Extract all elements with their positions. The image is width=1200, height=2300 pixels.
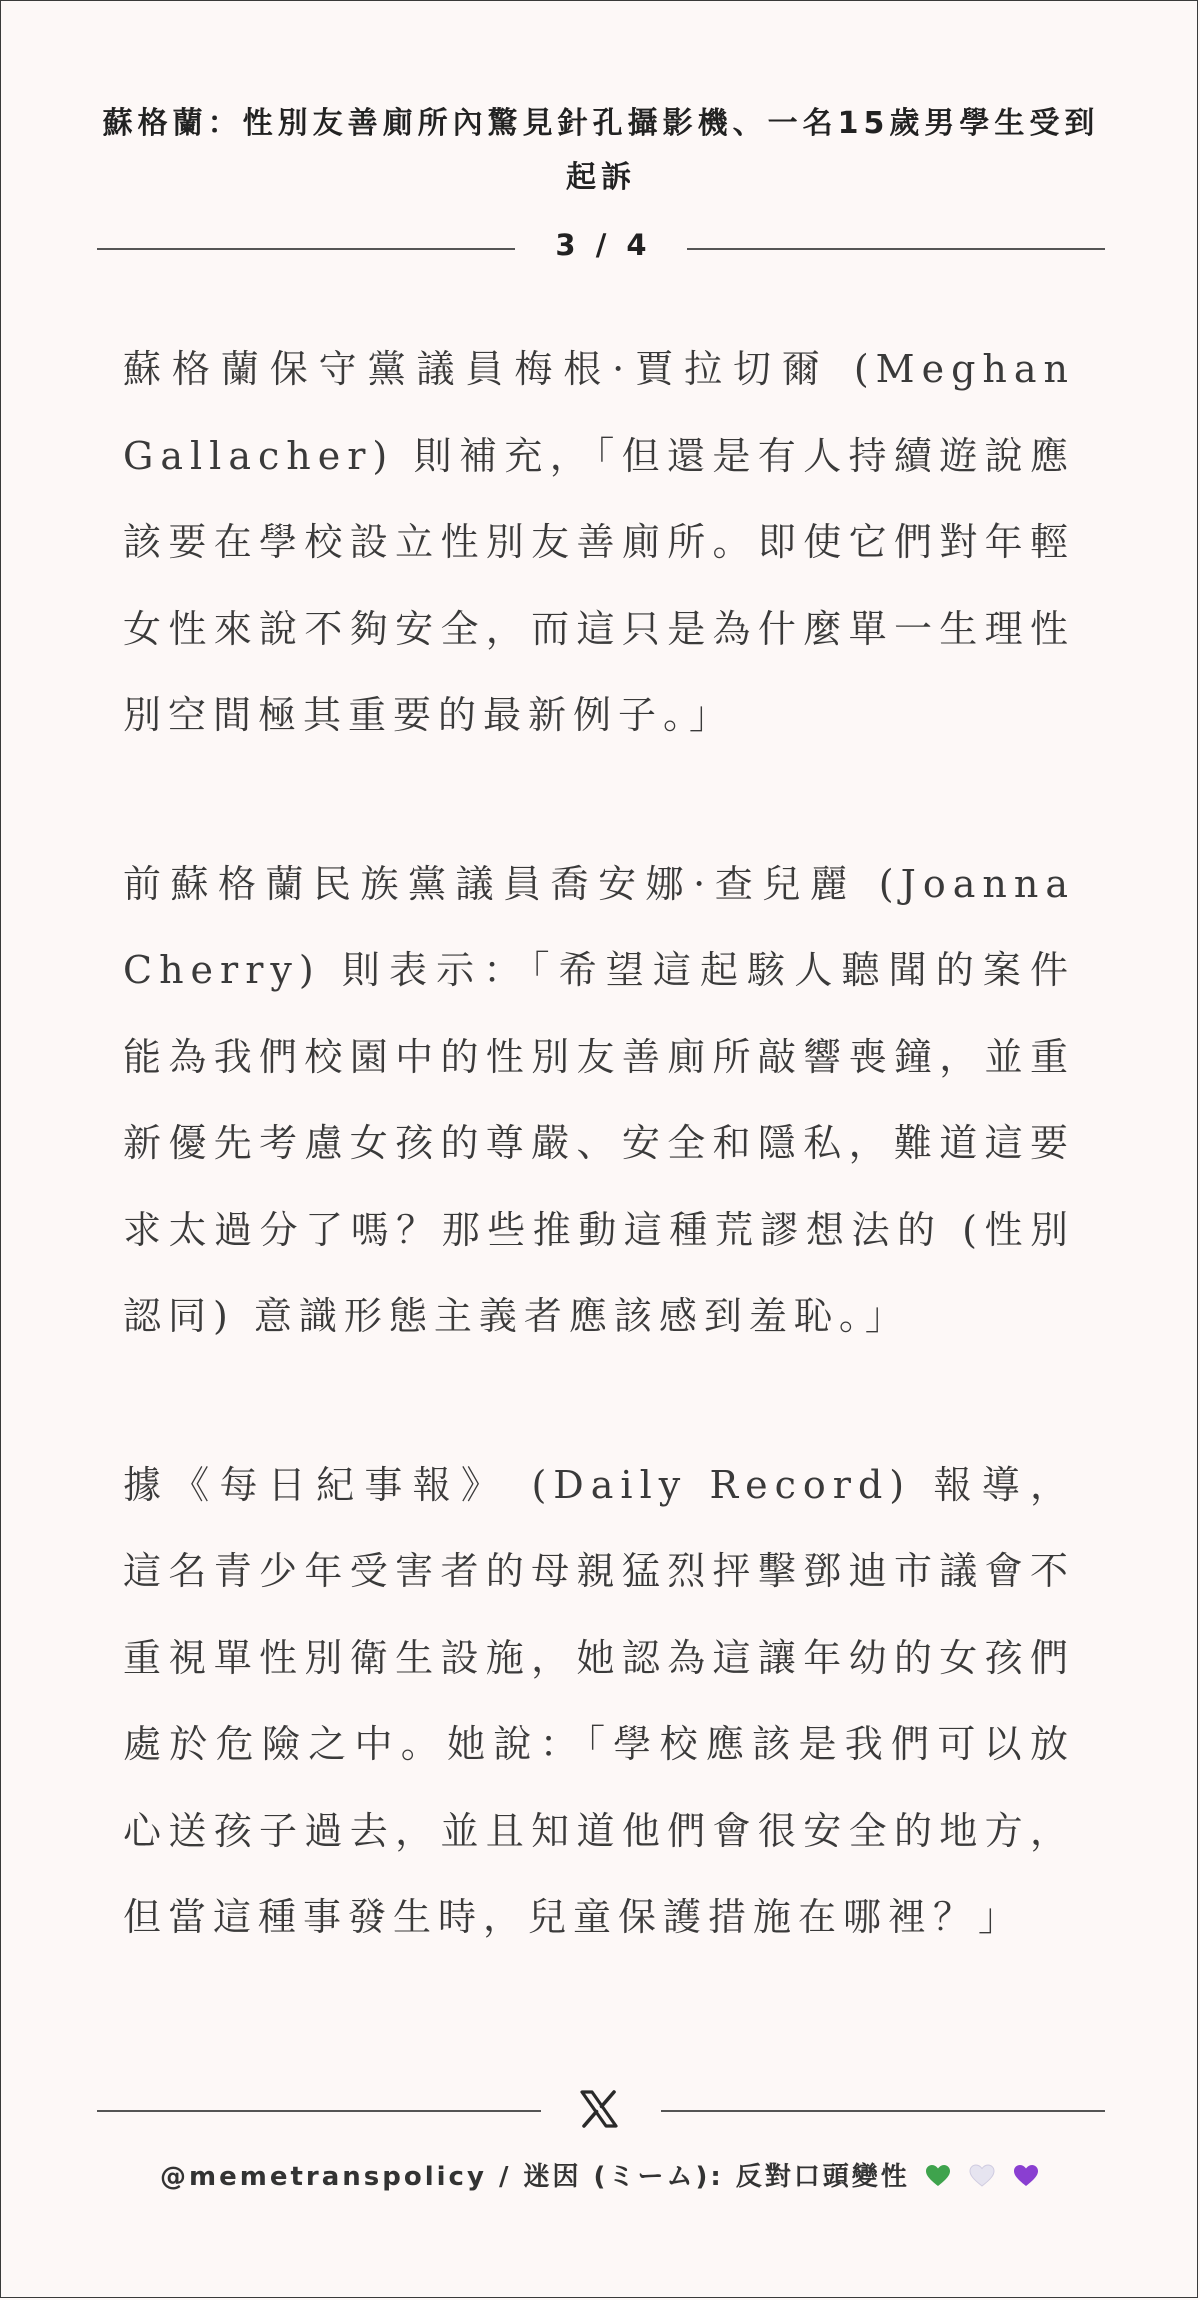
divider-left: [97, 248, 515, 250]
purple-heart-icon: [1013, 2164, 1039, 2188]
white-heart-icon: [969, 2164, 995, 2188]
footer-divider-row: [97, 2086, 1105, 2132]
x-logo-icon: [579, 2090, 619, 2128]
article-paragraph: 前蘇格蘭民族黨議員喬安娜·查兒麗 (Joanna Cherry) 則表示：「希望這起駭人聽聞的案件能為我們校園中的性別友善廁所敲響喪鐘，並重新優先考慮女孩的尊嚴、安全和隱私，難道這要求太過分了嗎？那些推動這種荒謬想法的 (性別認同) 意識形態主義者應該感到羞恥。」: [123, 861, 1075, 1338]
page-indicator: 3 / 4: [555, 228, 647, 262]
article-body: [123, 326, 1075, 2043]
divider-right: [687, 248, 1105, 250]
green-heart-icon: [925, 2164, 951, 2188]
footer-handle-line: [101, 2153, 1101, 2201]
divider-right: [661, 2110, 1105, 2112]
article-paragraph: 蘇格蘭保守黨議員梅根·賈拉切爾 (Meghan Gallacher) 則補充，「但還是有人持續遊說應該要在學校設立性別友善廁所。即使它們對年輕女性來說不夠安全，而這只是為什麼單一生理性別空間極其重要的最新例子。」: [123, 347, 1075, 737]
article-paragraph: 據《每日紀事報》 (Daily Record) 報導，這名青少年受害者的母親猛烈抨擊鄧迪市議會不重視單性別衛生設施，她認為這讓年幼的女孩們處於危險之中。她說：「學校應該是我們可以放心送孩子過去，並且知道他們會很安全的地方，但當這種事發生時，兒童保護措施在哪裡？」: [123, 1462, 1075, 1939]
footer-handle-text: @memetranspolicy / 迷因 (ミーム): 反對口頭變性: [160, 2162, 910, 2192]
page-title: 蘇格蘭：性別友善廁所內驚見針孔攝影機、一名15歲男學生受到起訴: [102, 106, 1100, 195]
page-indicator-row: [97, 223, 1105, 267]
divider-left: [97, 2110, 541, 2112]
